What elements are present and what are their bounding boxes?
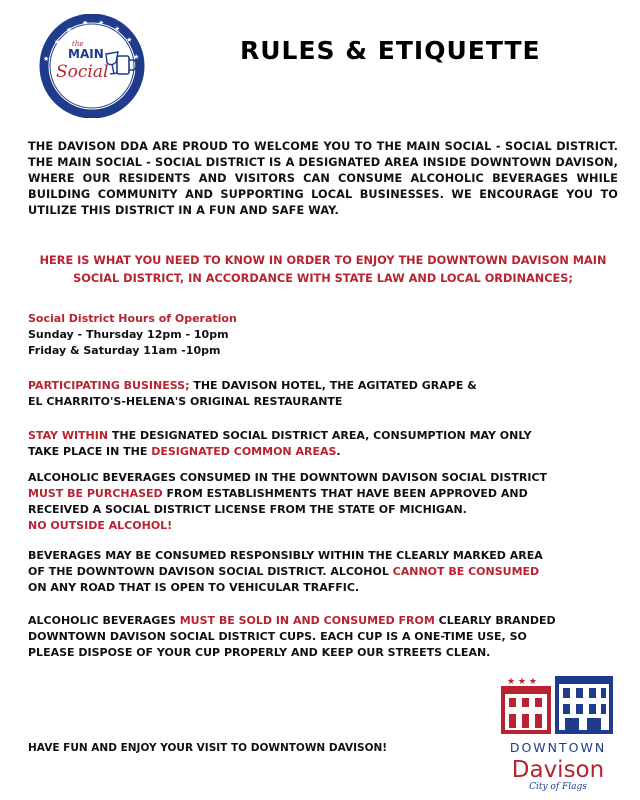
stay-red-1: STAY WITHIN — [28, 429, 109, 442]
closing-line: HAVE FUN AND ENJOY YOUR VISIT TO DOWNTOWN DAVISON! — [28, 742, 388, 754]
svg-text:★: ★ — [54, 38, 61, 46]
logo-davison-text: DAVISON — [61, 79, 128, 107]
svg-text:★: ★ — [133, 53, 140, 61]
stay-text-2: TAKE PLACE IN THE — [28, 445, 152, 458]
know-heading: HERE IS WHAT YOU NEED TO KNOW IN ORDER TO ENJOY THE DOWNTOWN DAVISON MAIN SOCIAL DISTRICT, IN ACCORDANCE WITH STATE LAW AND LOCAL ORDINANCES; — [39, 254, 607, 285]
purchase-text-2: FROM ESTABLISHMENTS THAT HAVE BEEN APPROVED AND — [162, 487, 528, 500]
svg-text:★: ★ — [126, 36, 133, 44]
road-text-1: BEVERAGES MAY BE CONSUMED RESPONSIBLY WITHIN THE CLEARLY MARKED AREA — [28, 549, 543, 562]
purchase-text-3: RECEIVED A SOCIAL DISTRICT LICENSE FROM THE STATE OF MICHIGAN. — [28, 503, 467, 516]
svg-text:★: ★ — [114, 25, 121, 33]
purchase-text-1: ALCOHOLIC BEVERAGES CONSUMED IN THE DOWNTOWN DAVISON SOCIAL DISTRICT — [28, 471, 548, 484]
business-section — [28, 378, 618, 410]
main-social-logo — [30, 14, 160, 118]
road-section — [28, 548, 618, 596]
road-text-3: ON ANY ROAD THAT IS OPEN TO VEHICULAR TRAFFIC. — [28, 581, 360, 594]
page-title: RULES & ETIQUETTE — [240, 36, 541, 65]
hours-section — [28, 311, 618, 359]
svg-text:★: ★ — [82, 19, 89, 27]
business-text-1: THE DAVISON HOTEL, THE AGITATED GRAPE & — [189, 379, 477, 392]
intro-paragraph: THE DAVISON DDA ARE PROUD TO WELCOME YOU TO THE MAIN SOCIAL - SOCIAL DISTRICT. THE MAIN SOCIAL - SOCIAL DISTRICT IS A DESIGNATED AREA INSIDE DOWNTOWN DAVISON, WHERE OUR RESIDENTS AND VISITORS CAN CONSUME ALCOHOLIC BEVERAGES WHILE BUILDING COMMUNITY AND SUPPORTING LOCAL BUSINESSES. WE ENCOURAGE YOU TO UTILIZE THIS DISTRICT IN A FUN AND SAFE WAY. — [28, 140, 618, 217]
logo-social-text: Social — [56, 62, 109, 82]
svg-text:★ ★ ★: ★ ★ ★ — [507, 677, 537, 687]
business-label: PARTICIPATING BUSINESS; — [28, 379, 190, 392]
downtown-davison-logo — [493, 668, 623, 792]
dd-logo-downtown: DOWNTOWN — [509, 740, 607, 755]
hours-weekday: Sunday - Thursday 12pm - 10pm — [28, 328, 229, 341]
logo-main-text: MAIN — [68, 47, 104, 61]
buildings-icon — [501, 676, 613, 734]
cups-text-4: PLEASE DISPOSE OF YOUR CUP PROPERLY AND KEEP OUR STREETS CLEAN. — [28, 646, 491, 659]
purchase-red-2: NO OUTSIDE ALCOHOL! — [28, 519, 173, 532]
purchase-section — [28, 470, 618, 534]
hours-heading: Social District Hours of Operation — [28, 312, 237, 325]
stay-text-3: . — [336, 445, 341, 458]
stay-red-2: DESIGNATED COMMON AREAS — [151, 445, 337, 458]
svg-text:★: ★ — [43, 55, 50, 63]
cups-text-2: CLEARLY BRANDED — [434, 614, 556, 627]
logo-the-text: the — [72, 40, 84, 48]
dd-logo-davison: Davison — [511, 757, 605, 783]
business-text-2: EL CHARRITO'S-HELENA'S ORIGINAL RESTAURANTE — [28, 395, 343, 408]
dd-logo-tagline: City of Flags — [529, 782, 587, 792]
svg-text:★: ★ — [98, 19, 105, 27]
purchase-red-1: MUST BE PURCHASED — [28, 487, 163, 500]
cups-text-3: DOWNTOWN DAVISON SOCIAL DISTRICT CUPS. EACH CUP IS A ONE-TIME USE, SO — [28, 630, 527, 643]
road-text-2: OF THE DOWNTOWN DAVISON SOCIAL DISTRICT. ALCOHOL — [28, 565, 393, 578]
cups-text-1: ALCOHOLIC BEVERAGES — [28, 614, 180, 627]
road-red-1: CANNOT BE CONSUMED — [392, 565, 540, 578]
svg-text:★: ★ — [66, 26, 73, 34]
hours-weekend: Friday & Saturday 11am -10pm — [28, 344, 221, 357]
cups-red-1: MUST BE SOLD IN AND CONSUMED FROM — [179, 614, 435, 627]
stay-text-1: THE DESIGNATED SOCIAL DISTRICT AREA, CONSUMPTION MAY ONLY — [108, 429, 532, 442]
stay-section — [28, 428, 618, 460]
cups-section — [28, 613, 556, 661]
